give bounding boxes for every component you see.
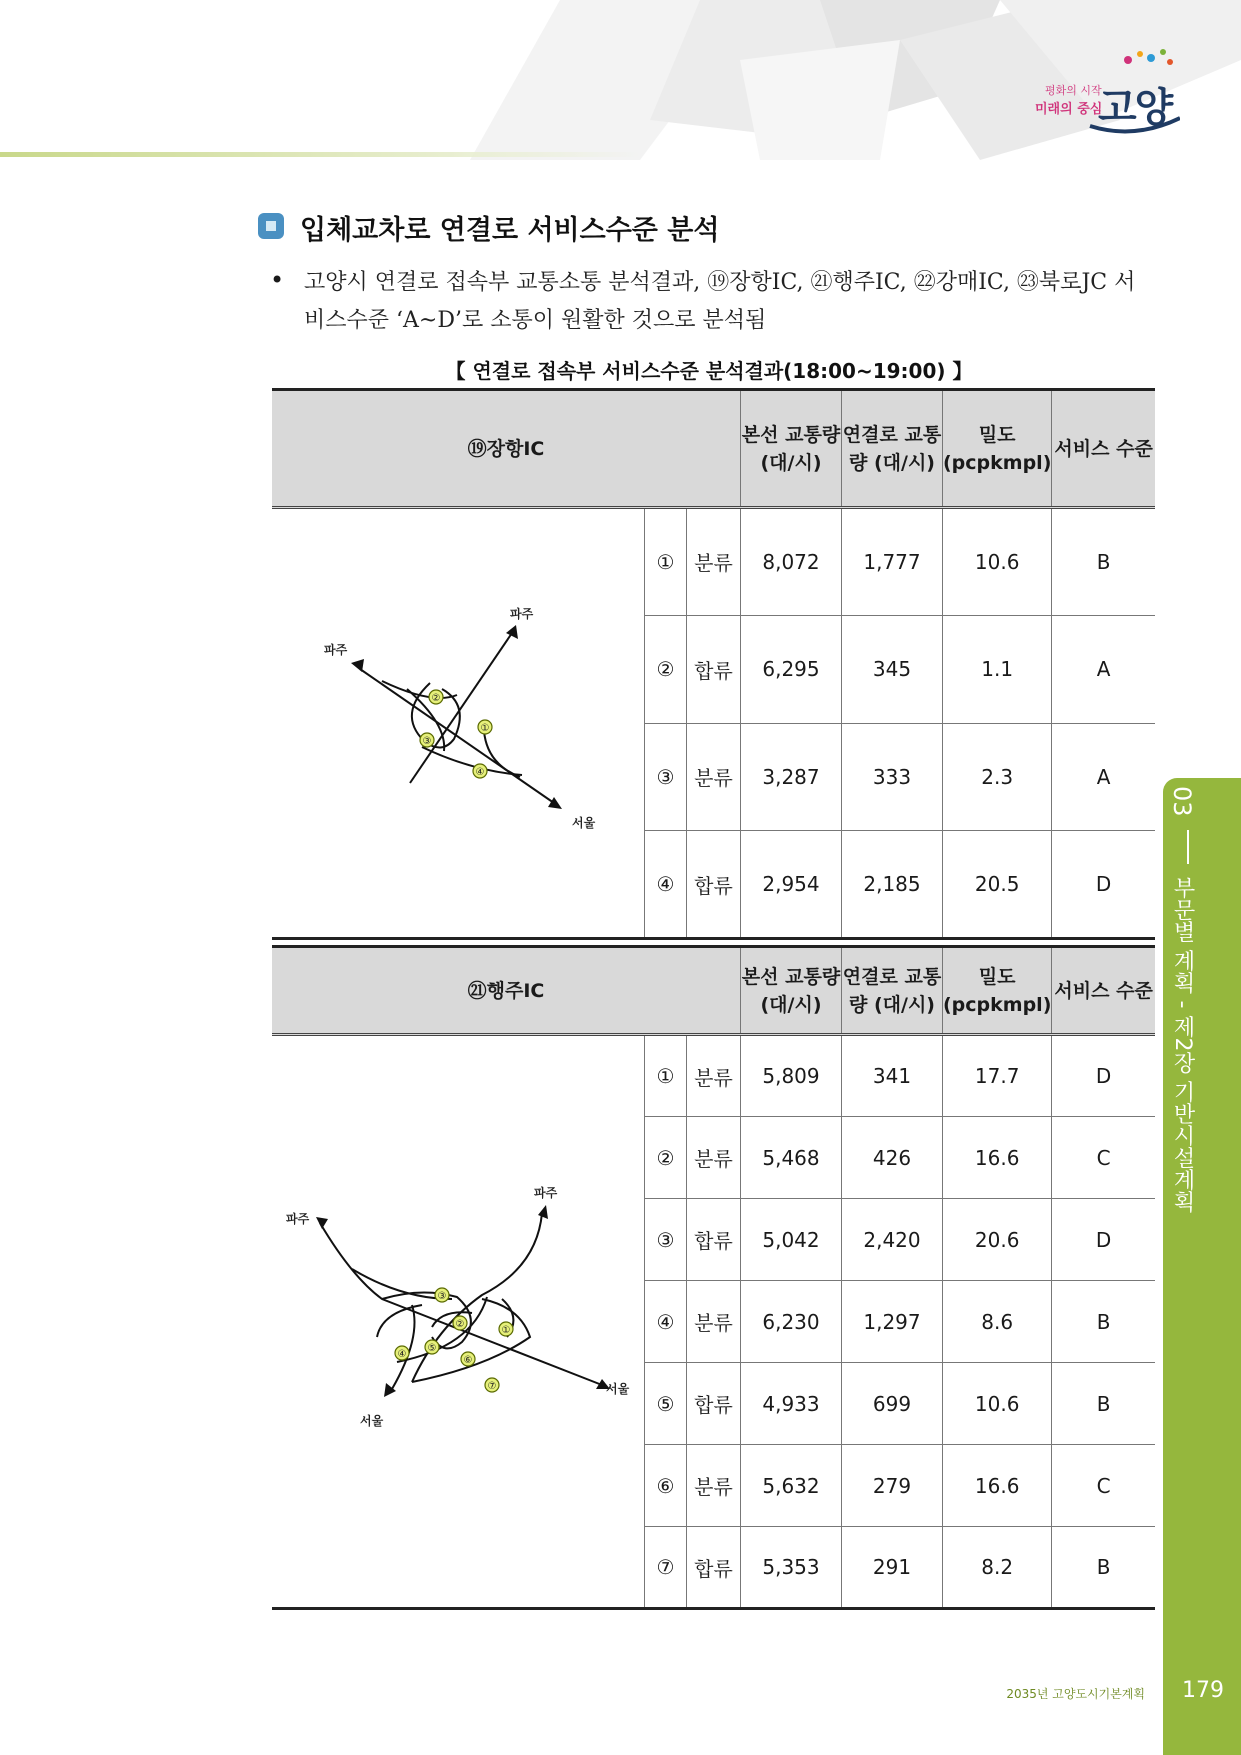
row-los: B <box>1052 1281 1155 1363</box>
label-paju-left: 파주 <box>324 643 348 657</box>
row-main: 5,353 <box>741 1527 842 1609</box>
row-ramp: 2,185 <box>842 831 943 939</box>
row-no: ④ <box>645 831 687 939</box>
bullet-dot: • <box>270 266 285 294</box>
marker-7: ⑦ <box>487 1380 497 1392</box>
row-los: D <box>1052 1199 1155 1281</box>
label-seoul: 서울 <box>572 816 596 830</box>
row-los: C <box>1052 1117 1155 1199</box>
row-main: 6,295 <box>741 615 842 723</box>
logo-slogan-line2: 미래의 중심 <box>1035 102 1103 117</box>
ic-name: ㉑행주IC <box>272 947 741 1035</box>
table-row <box>272 1035 1155 1117</box>
row-ramp: 291 <box>842 1527 943 1609</box>
col-header-main: 본선 교통량 (대/시) <box>741 947 842 1035</box>
row-los: D <box>1052 831 1155 939</box>
ic-name: ⑲장항IC <box>272 390 741 508</box>
row-ramp: 333 <box>842 723 943 831</box>
marker-4: ④ <box>397 1348 407 1360</box>
row-los: A <box>1052 615 1155 723</box>
row-los: C <box>1052 1445 1155 1527</box>
col-header-ramp: 연결로 교통량 (대/시) <box>842 390 943 508</box>
chapter-sidebar-text <box>1167 786 1197 1212</box>
los-table-haengju <box>272 945 1155 1610</box>
marker-4: ④ <box>475 767 485 778</box>
row-main: 8,072 <box>741 508 842 616</box>
chapter-number: 03 <box>1168 786 1196 817</box>
interchange-diagram-cell <box>272 1035 645 1609</box>
marker-6: ⑥ <box>463 1354 473 1366</box>
row-density: 8.2 <box>943 1527 1052 1609</box>
footer-plan-title: 2035년 고양도시기본계획 <box>1006 1687 1145 1701</box>
col-header-density: 밀도 (pcpkmpl) <box>943 390 1052 508</box>
row-density: 1.1 <box>943 615 1052 723</box>
marker-2: ② <box>455 1318 465 1330</box>
row-density: 10.6 <box>943 508 1052 616</box>
col-header-main: 본선 교통량 (대/시) <box>741 390 842 508</box>
row-type: 합류 <box>687 1199 741 1281</box>
row-main: 4,933 <box>741 1363 842 1445</box>
label-paju-top: 파주 <box>510 607 534 621</box>
row-ramp: 1,297 <box>842 1281 943 1363</box>
label-seoul-bottom: 서울 <box>360 1413 384 1428</box>
marker-1: ① <box>480 723 490 734</box>
row-main: 2,954 <box>741 831 842 939</box>
goyang-logo <box>1030 48 1180 138</box>
row-los: D <box>1052 1035 1155 1117</box>
row-no: ⑥ <box>645 1445 687 1527</box>
col-header-los: 서비스 수준 <box>1052 390 1155 508</box>
row-type: 분류 <box>687 1281 741 1363</box>
row-main: 5,042 <box>741 1199 842 1281</box>
row-density: 16.6 <box>943 1445 1052 1527</box>
label-seoul-right: 서울 <box>606 1381 630 1396</box>
row-no: ③ <box>645 1199 687 1281</box>
row-type: 분류 <box>687 1445 741 1527</box>
row-density: 10.6 <box>943 1363 1052 1445</box>
row-type: 분류 <box>687 1117 741 1199</box>
haengju-interchange-diagram <box>272 1037 644 1607</box>
row-density: 17.7 <box>943 1035 1052 1117</box>
row-los: B <box>1052 1527 1155 1609</box>
marker-5: ⑤ <box>427 1342 437 1354</box>
row-type: 합류 <box>687 615 741 723</box>
row-main: 5,632 <box>741 1445 842 1527</box>
row-ramp: 1,777 <box>842 508 943 616</box>
body-paragraph: 고양시 연결로 접속부 교통소통 분석결과, ⑲장항IC, ㉑행주IC, ㉒강매IC, ㉓북로JC 서비스수준 ‘A~D’로 소통이 원활한 것으로 분석됨 <box>304 270 1136 333</box>
row-ramp: 699 <box>842 1363 943 1445</box>
col-header-ramp: 연결로 교통량 (대/시) <box>842 947 943 1035</box>
row-density: 16.6 <box>943 1117 1052 1199</box>
row-no: ① <box>645 1035 687 1117</box>
marker-3: ③ <box>437 1290 447 1302</box>
row-no: ⑤ <box>645 1363 687 1445</box>
table-header-row <box>272 947 1155 1035</box>
row-no: ② <box>645 1117 687 1199</box>
row-no: ⑦ <box>645 1527 687 1609</box>
row-no: ④ <box>645 1281 687 1363</box>
row-type: 합류 <box>687 1527 741 1609</box>
label-paju-top: 파주 <box>534 1185 558 1200</box>
row-ramp: 2,420 <box>842 1199 943 1281</box>
col-header-los: 서비스 수준 <box>1052 947 1155 1035</box>
row-los: B <box>1052 508 1155 616</box>
chapter-title: 부문별 계획 - 제2장 기반시설계획 <box>1170 876 1195 1213</box>
label-paju-left: 파주 <box>286 1211 310 1226</box>
page-number: 179 <box>1182 1678 1224 1703</box>
marker-2: ② <box>431 693 441 704</box>
row-ramp: 279 <box>842 1445 943 1527</box>
header-accent-line <box>0 152 640 157</box>
logo-slogan-line1: 평화의 시작 <box>1045 84 1102 97</box>
janghang-interchange-diagram <box>272 509 644 937</box>
section-title: 입체교차로 연결로 서비스수준 분석 <box>300 215 720 246</box>
row-main: 3,287 <box>741 723 842 831</box>
chapter-divider <box>1187 830 1189 864</box>
row-type: 분류 <box>687 1035 741 1117</box>
row-no: ③ <box>645 723 687 831</box>
row-type: 분류 <box>687 508 741 616</box>
row-los: B <box>1052 1363 1155 1445</box>
row-main: 6,230 <box>741 1281 842 1363</box>
row-ramp: 341 <box>842 1035 943 1117</box>
table-caption: 【 연결로 접속부 서비스수준 분석결과(18:00~19:00) 】 <box>445 359 973 383</box>
row-density: 2.3 <box>943 723 1052 831</box>
logo-name: 고양 <box>1098 85 1172 131</box>
row-main: 5,468 <box>741 1117 842 1199</box>
marker-1: ① <box>501 1324 511 1336</box>
los-table-janghang <box>272 388 1155 940</box>
row-los: A <box>1052 723 1155 831</box>
row-density: 20.6 <box>943 1199 1052 1281</box>
row-no: ② <box>645 615 687 723</box>
table-row <box>272 508 1155 616</box>
table-header-row <box>272 390 1155 508</box>
row-type: 합류 <box>687 831 741 939</box>
row-no: ① <box>645 508 687 616</box>
section-square-icon <box>258 213 284 239</box>
row-ramp: 426 <box>842 1117 943 1199</box>
row-main: 5,809 <box>741 1035 842 1117</box>
row-density: 8.6 <box>943 1281 1052 1363</box>
col-header-density: 밀도 (pcpkmpl) <box>943 947 1052 1035</box>
row-density: 20.5 <box>943 831 1052 939</box>
row-type: 합류 <box>687 1363 741 1445</box>
interchange-diagram-cell <box>272 508 645 939</box>
row-ramp: 345 <box>842 615 943 723</box>
row-type: 분류 <box>687 723 741 831</box>
marker-3: ③ <box>422 736 432 747</box>
